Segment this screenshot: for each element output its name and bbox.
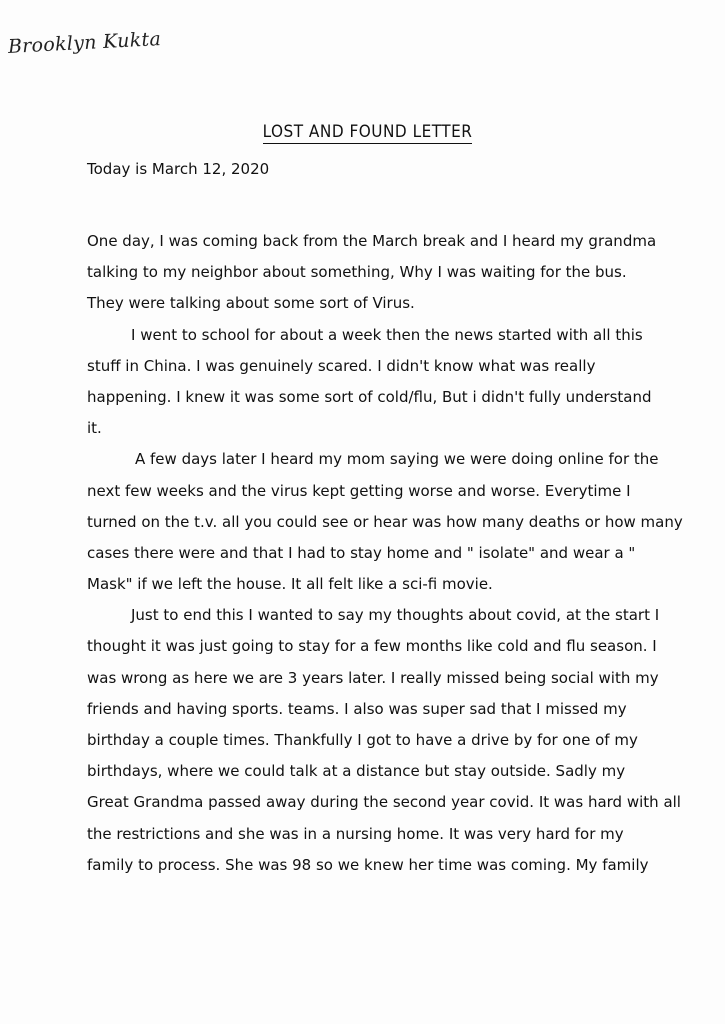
letter-body: [87, 226, 683, 881]
body-line: Great Grandma passed away during the second year covid. It was hard with all: [87, 793, 681, 812]
body-line: A few days later I heard my mom saying we were doing online for the: [135, 450, 659, 469]
body-line: it.: [87, 419, 102, 438]
body-line: happening. I knew it was some sort of cold/flu, But i didn't fully understand: [87, 387, 652, 406]
body-line: family to process. She was 98 so we knew her time was coming. My family: [87, 855, 649, 874]
body-line: talking to my neighbor about something, Why I was waiting for the bus.: [87, 263, 627, 282]
body-line: Mask" if we left the house. It all felt like a sci-fi movie.: [87, 575, 493, 594]
body-line: next few weeks and the virus kept getting worse and worse. Everytime I: [87, 481, 631, 500]
body-line: the restrictions and she was in a nursing home. It was very hard for my: [87, 824, 624, 843]
letter-title-wrap: [0, 122, 725, 144]
body-line: friends and having sports. teams. I also was super sad that I missed my: [87, 699, 627, 718]
date-line: Today is March 12, 2020: [87, 160, 270, 178]
body-line: was wrong as here we are 3 years later. I really missed being social with my: [87, 668, 659, 687]
body-line: One day, I was coming back from the March break and I heard my grandma: [87, 232, 657, 250]
body-line: stuff in China. I was genuinely scared. I didn't know what was really: [87, 356, 596, 375]
letter-title: LOST AND FOUND LETTER: [262, 122, 473, 142]
author-signature: Brooklyn Kukta: [7, 27, 162, 58]
body-line: They were talking about some sort of Virus.: [87, 294, 415, 313]
body-line: cases there were and that I had to stay home and " isolate" and wear a ": [87, 543, 636, 562]
body-line: birthdays, where we could talk at a distance but stay outside. Sadly my: [87, 762, 626, 781]
body-line: I went to school for about a week then the news started with all this: [131, 325, 643, 344]
body-line: thought it was just going to stay for a few months like cold and flu season. I: [87, 637, 657, 656]
body-line: birthday a couple times. Thankfully I got to have a drive by for one of my: [87, 731, 638, 749]
body-line: turned on the t.v. all you could see or hear was how many deaths or how many: [87, 512, 683, 531]
body-line: Just to end this I wanted to say my thoughts about covid, at the start I: [131, 606, 660, 625]
